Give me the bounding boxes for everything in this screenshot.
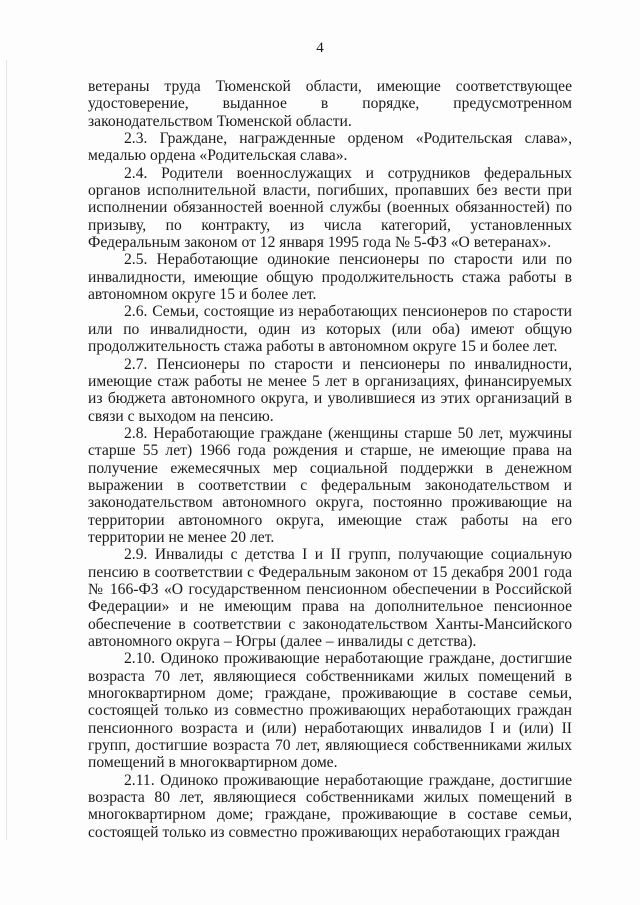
paragraph-number: 2.9. <box>124 546 148 564</box>
scan-edge-line <box>6 60 7 840</box>
paragraph-text: Граждане, награжденные орденом «Родительская слава», медалью ордена «Родительская слава». <box>88 130 572 165</box>
paragraph-text: Родители военнослужащих и сотрудников федеральных органов исполнительной власти, погибших, пропавших без вести при исполнении обязанностей военной службы (военных обязанностей) по призыву, по контракту, из числа категорий, установленных Федеральным законом от 12 января 1995 года № 5-ФЗ «О ветеранах». <box>88 164 572 252</box>
paragraph-2-4 <box>88 165 572 252</box>
paragraph-number: 2.4. <box>124 164 148 182</box>
paragraph-2-8 <box>88 425 572 546</box>
paragraph-text: Неработающие граждане (женщины старше 50 лет, мужчины старше 55 лет) 1966 года рождения и старше, не имеющие права на получение ежемесячных мер социальной поддержки в денежном выражении в соответствии с федеральным законодательством и законодательством автономного округа, постоянно проживающие на территории автономного округа, имеющие стаж работы на его территории не менее 20 лет. <box>88 424 572 546</box>
paragraph-2-5 <box>88 251 572 303</box>
paragraph-2-10 <box>88 650 572 771</box>
paragraph-continuation <box>88 78 572 130</box>
paragraph-number: 2.3. <box>124 130 148 148</box>
page-number: 4 <box>316 40 324 56</box>
document-body <box>88 78 572 841</box>
paragraph-text: Одиноко проживающие неработающие граждане, достигшие возраста 70 лет, являющиеся собственниками жилых помещений в многоквартирном доме; граждане, проживающие в составе семьи, состоящей только из совместно проживающих неработающих граждан пенсионного возраста и (или) неработающих инвалидов I и (или) II групп, достигшие возраста 70 лет, являющиеся собственниками жилых помещений в многоквартирном доме. <box>88 650 572 772</box>
paragraph-2-3 <box>88 130 572 165</box>
paragraph-number: 2.8. <box>124 424 148 442</box>
paragraph-2-6 <box>88 303 572 355</box>
paragraph-number: 2.5. <box>124 251 148 269</box>
paragraph-text: Инвалиды с детства I и II групп, получающие социальную пенсию в соответствии с Федеральным законом от 15 декабря 2001 года № 166-ФЗ «О государственном пенсионном обеспечении в Российской Федерации» и не имеющим права на дополнительное пенсионное обеспечение в соответствии с законодательством Ханты-Мансийского автономного округа – Югры (далее – инвалиды с детства). <box>88 546 572 650</box>
paragraph-2-9 <box>88 546 572 650</box>
paragraph-number: 2.7. <box>124 355 148 373</box>
paragraph-2-11 <box>88 772 572 841</box>
paragraph-2-7 <box>88 356 572 425</box>
paragraph-text: ветераны труда Тюменской области, имеющие соответствующее удостоверение, выданное в порядке, предусмотренном законодательством Тюменской области. <box>88 78 572 130</box>
paragraph-number: 2.6. <box>124 303 148 321</box>
paragraph-text: Одиноко проживающие неработающие граждане, достигшие возраста 80 лет, являющиеся собственниками жилых помещений в многоквартирном доме; граждане, проживающие в составе семьи, состоящей только из совместно проживающих неработающих граждан <box>88 771 572 841</box>
paragraph-text: Пенсионеры по старости и пенсионеры по инвалидности, имеющие стаж работы не менее 5 лет в организациях, финансируемых из бюджета автономного округа, и уволившиеся из этих организаций в связи с выходом на пенсию. <box>88 355 572 425</box>
paragraph-text: Неработающие одинокие пенсионеры по старости или по инвалидности, имеющие общую продолжительность стажа работы в автономном округе 15 и более лет. <box>88 251 572 304</box>
paragraph-text: Семьи, состоящие из неработающих пенсионеров по старости или по инвалидности, один из которых (или оба) имеют общую продолжительность стажа работы в автономном округе 15 и более лет. <box>88 303 573 356</box>
paragraph-number: 2.10. <box>124 650 156 668</box>
paragraph-number: 2.11. <box>124 771 155 789</box>
